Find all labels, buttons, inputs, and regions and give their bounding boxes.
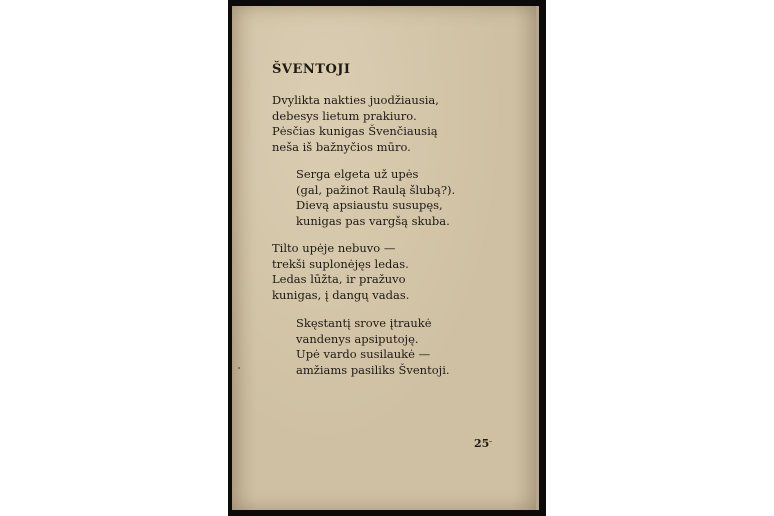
stanza-4-line-1: Skęstantį srove įtraukė — [296, 316, 432, 330]
stanza-4-line-4: amžiams pasiliks Šventoji. — [296, 362, 450, 377]
poem-title: ŠVENTOJI — [272, 62, 351, 77]
stanza-2-line-4: kunigas pas vargšą skuba. — [296, 213, 450, 228]
stanza-2 — [296, 167, 455, 229]
stanza-1-line-2: debesys lietum prakiuro. — [272, 108, 417, 123]
stanza-3-line-1: Tilto upėje nebuvo — — [272, 241, 396, 255]
stanza-4-line-2: vandenys apsiputoję. — [296, 331, 419, 346]
stanza-1-line-3: Pėsčias kunigas Švenčiausią — [272, 124, 438, 138]
stanza-3-line-4: kunigas, į dangų vadas. — [272, 287, 410, 302]
stanza-3-line-2: trekši suplonėjęs ledas. — [272, 256, 409, 271]
page-edge — [536, 6, 539, 510]
stanza-2-line-3: Dievą apsiaustu susupęs, — [296, 198, 443, 212]
stanza-3-line-3: Ledas lūžta, ir pražuvo — [272, 272, 406, 286]
paper-speck — [489, 441, 492, 442]
paper-speck — [238, 367, 240, 369]
stanza-1-line-1: Dvylikta nakties juodžiausia, — [272, 93, 439, 107]
stanza-1 — [272, 93, 439, 155]
stanza-4-line-3: Upė vardo susilaukė — — [296, 347, 431, 361]
stanza-3 — [272, 241, 409, 303]
page-number: 25 — [474, 437, 490, 450]
stanza-1-line-4: neša iš bažnyčios mūro. — [272, 139, 411, 154]
stanza-2-line-2: (gal, pažinot Raulą šlubą?). — [296, 182, 456, 197]
stanza-4 — [296, 316, 450, 378]
stanza-2-line-1: Serga elgeta už upės — [296, 167, 419, 181]
